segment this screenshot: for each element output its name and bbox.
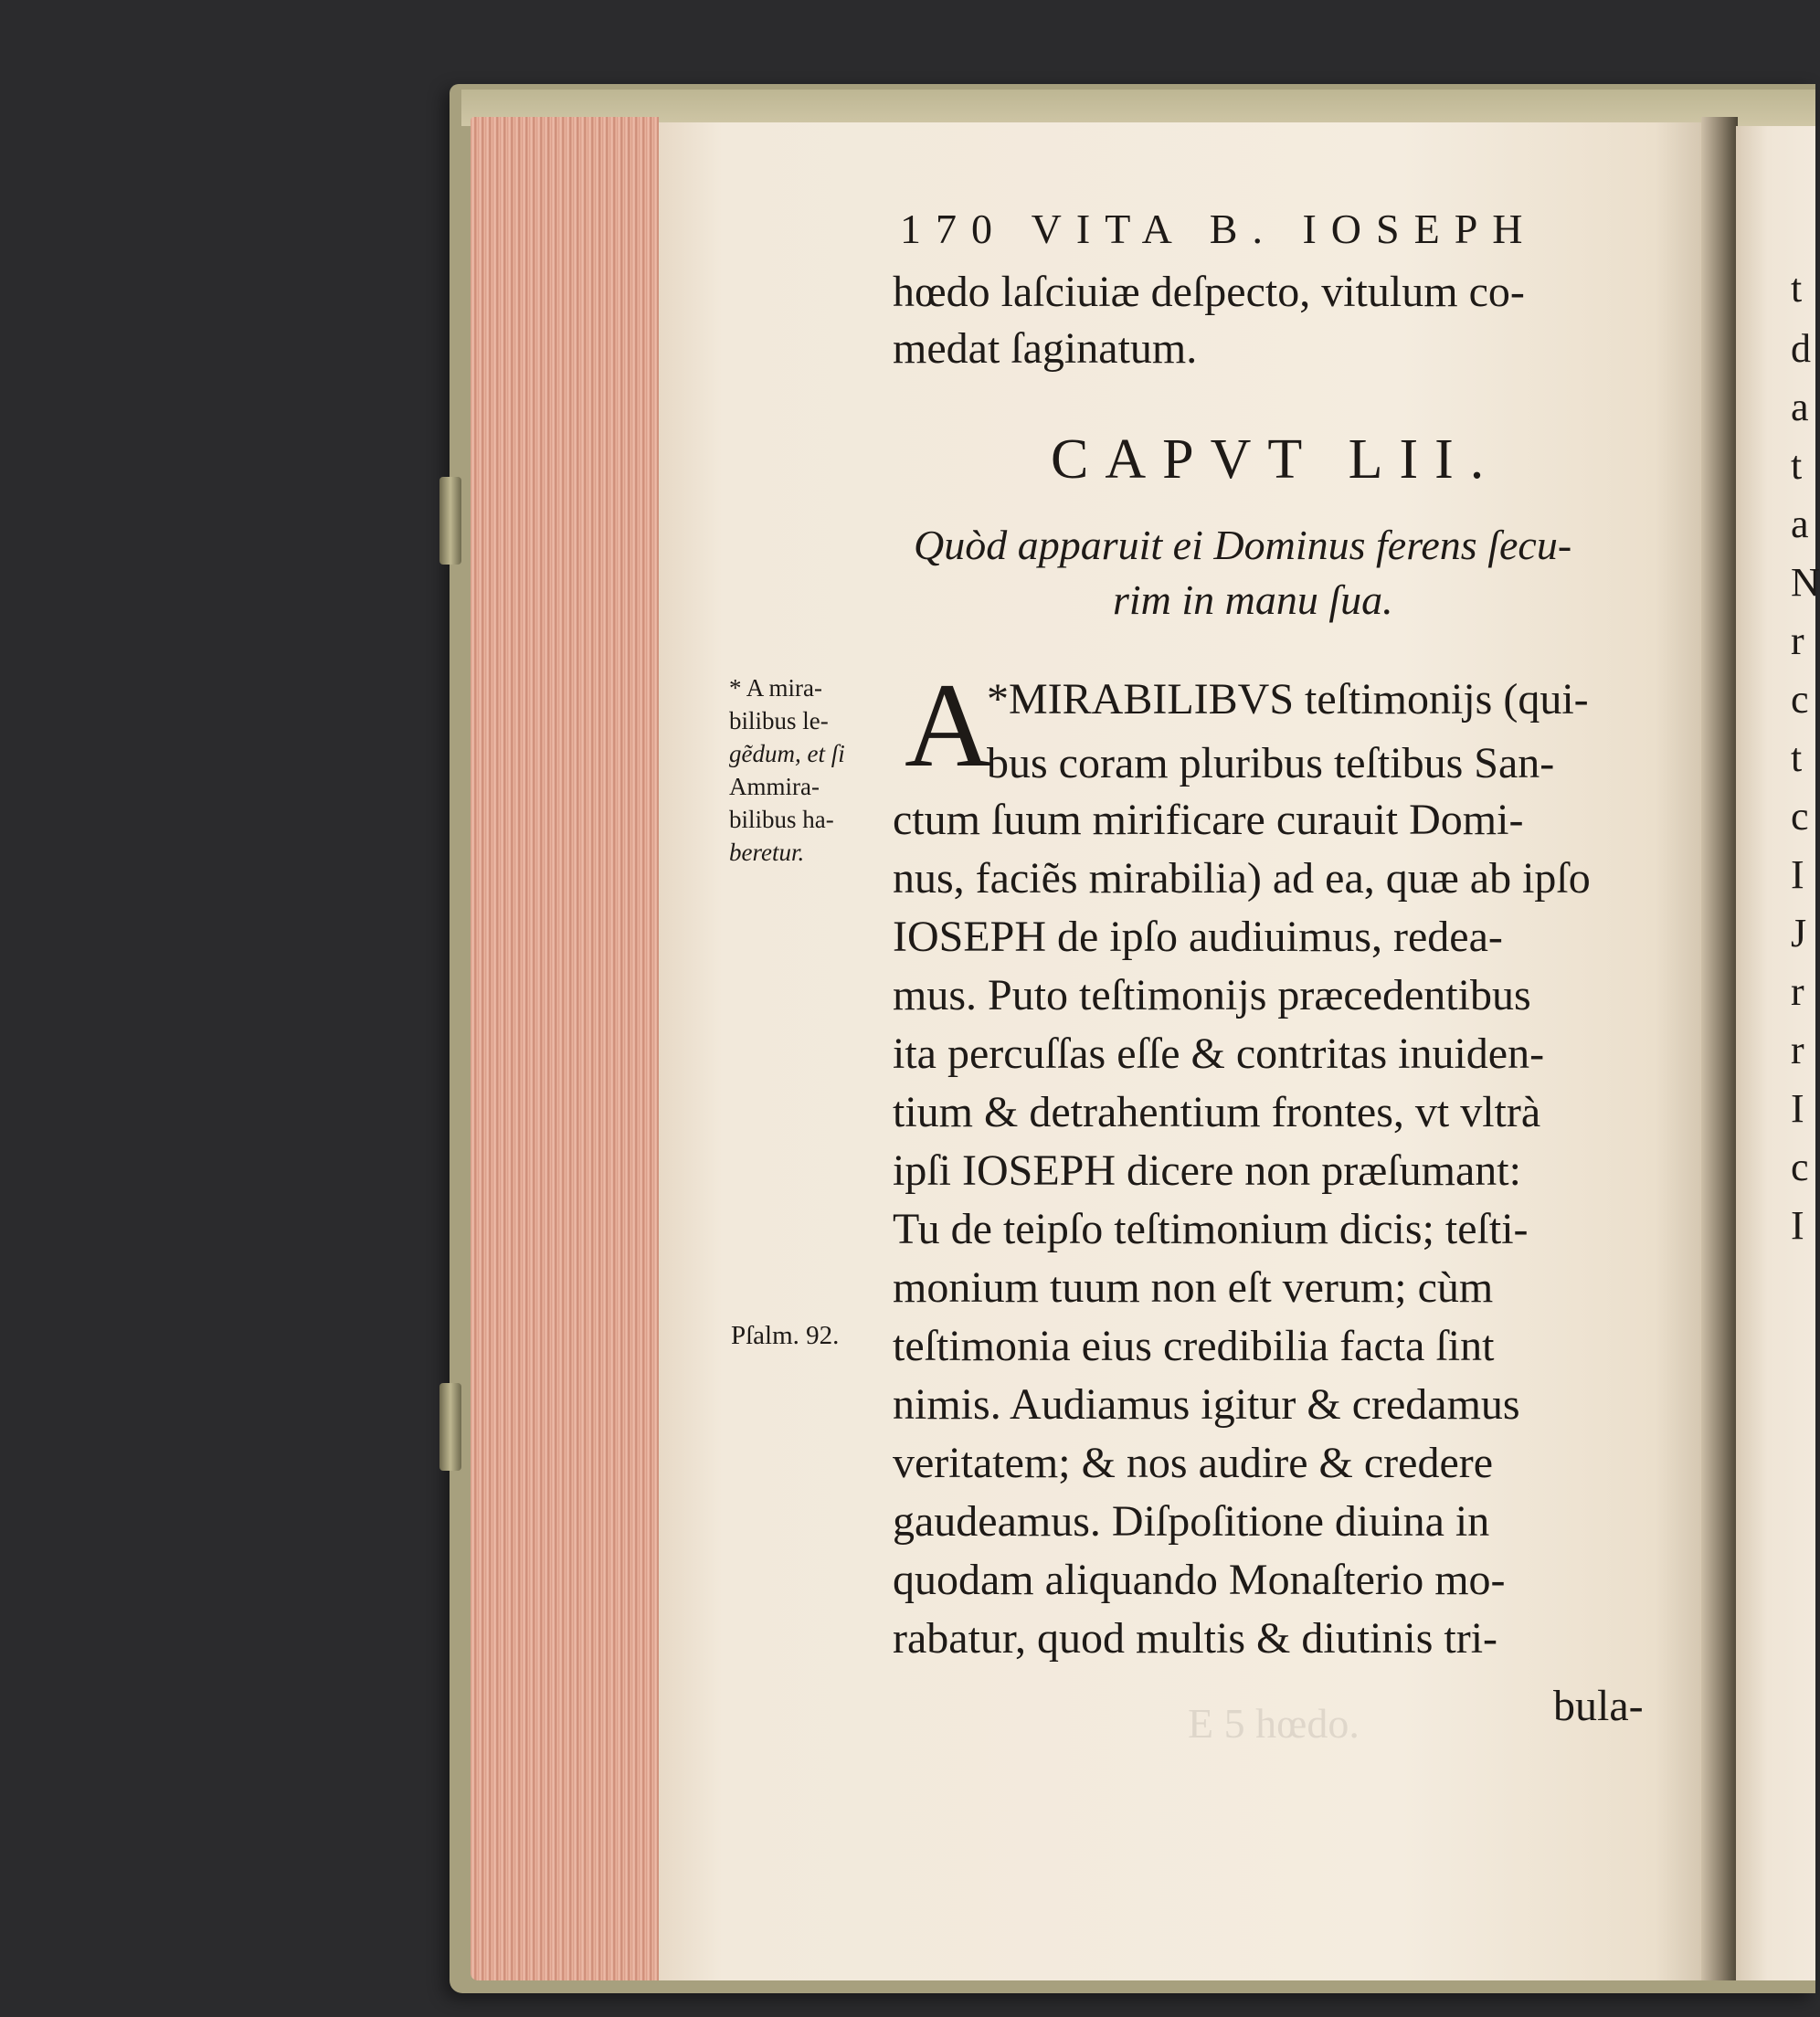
- body-line: rabatur, quod multis & diutinis tri-: [893, 1614, 1498, 1663]
- cover-top-edge: [461, 90, 1815, 126]
- chapter-summary: Quòd apparuit ei Dominus ferens ſecu-: [914, 522, 1572, 568]
- facing-page-letter: t: [1791, 443, 1803, 488]
- first-line: *MIRABILIBVS teſtimonijs (qui-: [987, 675, 1589, 723]
- page-edges: [471, 117, 659, 1980]
- facing-page-letter: a: [1791, 385, 1809, 429]
- clasp-hinge-icon: [439, 1383, 461, 1471]
- chapter-title: CAPVT LII.: [1051, 428, 1501, 491]
- facing-page-letter: c: [1791, 677, 1809, 722]
- opening-line: medat ſaginatum.: [893, 324, 1198, 373]
- margin-note-line: beretur.: [729, 839, 805, 866]
- body-line: ipſi IOSEPH dicere non præſumant:: [893, 1146, 1521, 1195]
- body-line: ctum ſuum mirificare curauit Domi-: [893, 796, 1524, 844]
- body-line: ita percuſſas eſſe & contritas inuiden-: [893, 1030, 1545, 1078]
- body-line: tium & detrahentium frontes, vt vltrà: [893, 1088, 1541, 1136]
- catchword: bula-: [1553, 1682, 1644, 1730]
- body-line: quodam aliquando Monaſterio mo-: [893, 1556, 1506, 1604]
- body-line: monium tuum non eſt verum; cùm: [893, 1263, 1494, 1312]
- body-line: mus. Puto teſtimonijs præcedentibus: [893, 971, 1531, 1019]
- margin-note-line: gẽdum, et ſi: [729, 740, 845, 767]
- bleed-through-text: E 5 hœdo.: [1188, 1700, 1360, 1747]
- facing-page-letter: d: [1791, 326, 1811, 371]
- facing-page-letter: I: [1791, 1203, 1804, 1248]
- body-line: gaudeamus. Diſpoſitione diuina in: [893, 1497, 1490, 1546]
- facing-page-letter: r: [1791, 969, 1804, 1014]
- facing-page-letter: c: [1791, 794, 1809, 839]
- body-line: Tu de teipſo teſtimonium dicis; teſti-: [893, 1205, 1529, 1253]
- margin-note-line: bilibus le-: [729, 707, 829, 734]
- facing-page-letter: I: [1791, 1086, 1804, 1131]
- chapter-summary: rim in manu ſua.: [1113, 576, 1393, 623]
- facing-page-letter: c: [1791, 1145, 1809, 1189]
- margin-note-line: * A mira-: [729, 674, 822, 702]
- margin-note-line: Ammira-: [729, 773, 820, 800]
- body-line: IOSEPH de ipſo audiuimus, redea-: [893, 913, 1503, 961]
- second-line: bus coram pluribus teſtibus San-: [987, 739, 1555, 787]
- gutter: [1701, 117, 1738, 1980]
- opening-line: hœdo laſciuiæ deſpecto, vitulum co-: [893, 268, 1525, 316]
- facing-page-letter: t: [1791, 735, 1803, 780]
- facing-page-letter: t: [1791, 266, 1803, 311]
- margin-psalm-reference: Pſalm. 92.: [731, 1321, 840, 1350]
- facing-page-letter: N: [1791, 560, 1820, 605]
- body-line: nimis. Audiamus igitur & credamus: [893, 1380, 1520, 1429]
- drop-cap: A: [905, 658, 992, 792]
- facing-page-letter: r: [1791, 1028, 1804, 1072]
- facing-page-letter: I: [1791, 852, 1804, 897]
- body-line: veritatem; & nos audire & credere: [893, 1439, 1494, 1487]
- clasp-hinge-icon: [439, 477, 461, 565]
- margin-note-line: bilibus ha-: [729, 806, 834, 833]
- facing-page-letter: a: [1791, 502, 1809, 546]
- facing-page-letter: r: [1791, 618, 1804, 663]
- running-head: 170 VITA B. IOSEPH: [900, 206, 1538, 252]
- facing-page-letter: J: [1791, 911, 1807, 956]
- body-line: nus, faciẽs mirabilia) ad ea, quæ ab ipſo: [893, 854, 1591, 903]
- body-line: teſtimonia eius credibilia facta ſint: [893, 1322, 1495, 1370]
